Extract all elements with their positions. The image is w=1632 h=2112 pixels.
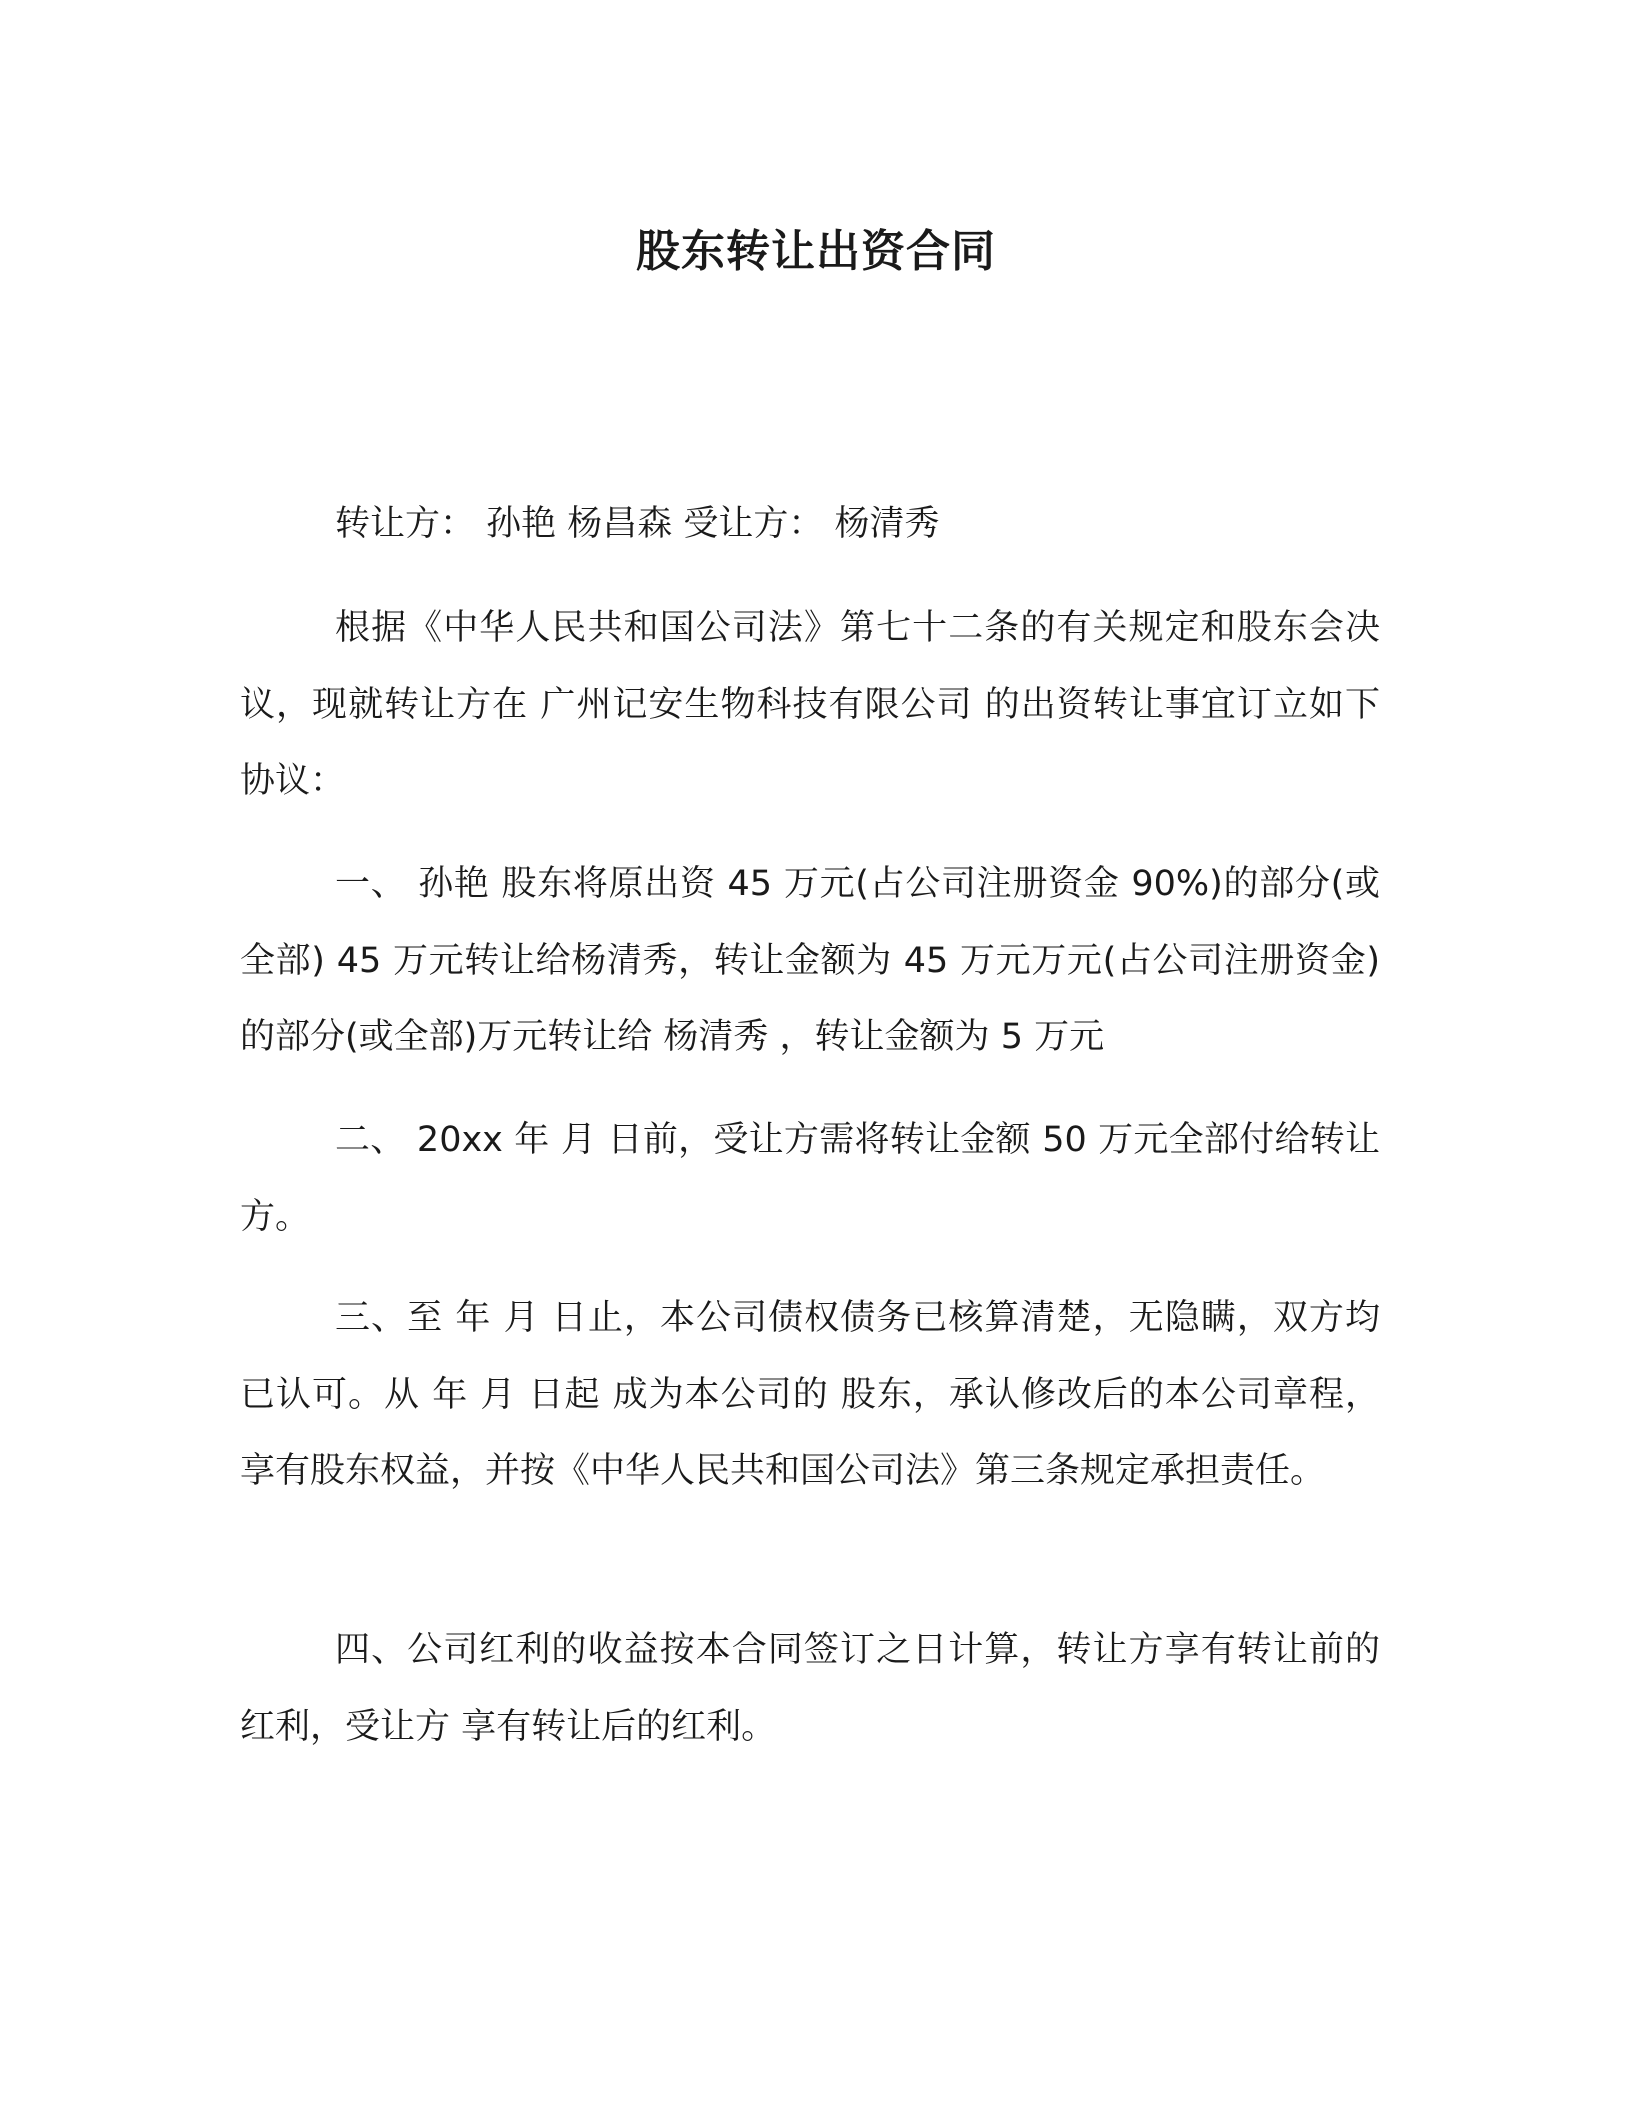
preamble-paragraph: 根据《中华人民共和国公司法》第七十二条的有关规定和股东会决议，现就转让方在 广州记安生物科技有限公司 的出资转让事宜订立如下协议： [240, 608, 1380, 801]
clause-3: 三、至 年 月 日止，本公司债权债务已核算清楚，无隐瞒，双方均 已认可。从 年 月 日起 成为本公司的 股东，承认修改后的本公司章程，享有股东权益，并按《中华人民共和国公司法》第三条规定承担责任。 [240, 1298, 1380, 1491]
clause-4: 四、公司红利的收益按本合同签订之日计算，转让方享有转让前的红利，受让方 享有转让后的红利。 [240, 1630, 1380, 1747]
clause-2: 二、 20xx 年 月 日前，受让方需将转让金额 50 万元全部付给转让方。 [240, 1120, 1380, 1237]
parties-line: 转让方： 孙艳 杨昌森 受让方： 杨清秀 [335, 504, 940, 544]
clause-1: 一、 孙艳 股东将原出资 45 万元(占公司注册资金 90%)的部分(或全部) 45 万元转让给杨清秀，转让金额为 45 万元万元(占公司注册资金)的部分(或全部)万元转让给 杨清秀 ，转让金额为 5 万元 [240, 864, 1380, 1057]
document-title: 股东转让出资合同 [636, 226, 996, 277]
